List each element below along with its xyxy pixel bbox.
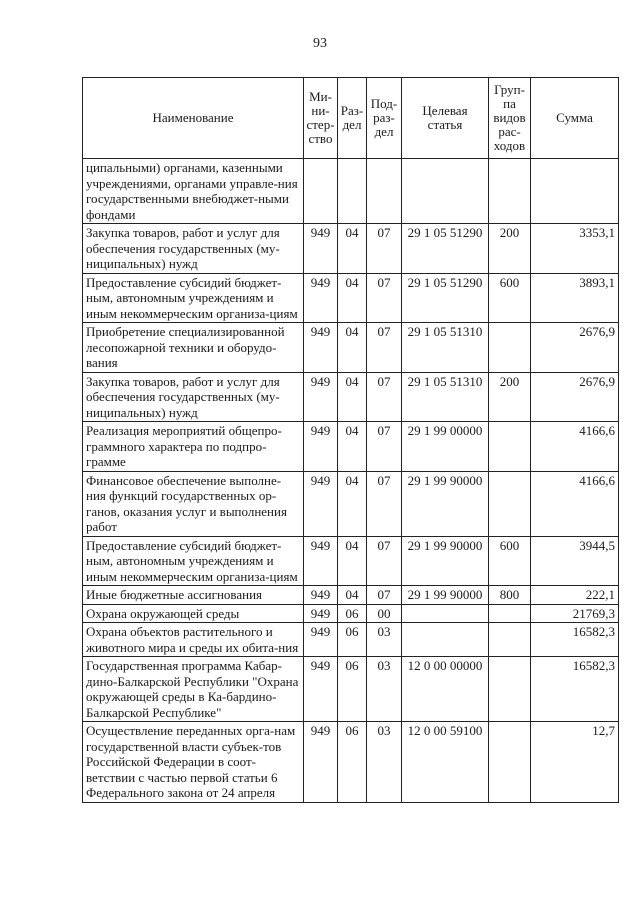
cell-subsection: 07 — [367, 536, 402, 586]
cell-section: 06 — [338, 722, 367, 803]
cell-section — [338, 159, 367, 224]
cell-name: Реализация мероприятий общепро-граммного характера по подпро-грамме — [83, 422, 304, 472]
cell-section: 06 — [338, 657, 367, 722]
cell-sum: 16582,3 — [531, 657, 619, 722]
cell-name: Приобретение специализированной лесопожарной техники и оборудо-вания — [83, 323, 304, 373]
cell-sum: 3353,1 — [531, 224, 619, 274]
cell-sum: 2676,9 — [531, 323, 619, 373]
cell-group: 200 — [489, 372, 531, 422]
cell-section: 04 — [338, 224, 367, 274]
cell-target: 29 1 99 00000 — [402, 422, 489, 472]
cell-target: 29 1 05 51290 — [402, 273, 489, 323]
table-row — [83, 586, 619, 605]
cell-name: Осуществление переданных орга-нам государственной власти субъек-тов Российской Федерации в соот-ветствии с частью первой статьи 6 Федерального закона от 24 апреля — [83, 722, 304, 803]
cell-target — [402, 159, 489, 224]
cell-group: 600 — [489, 273, 531, 323]
cell-target: 29 1 99 90000 — [402, 471, 489, 536]
table-row — [83, 224, 619, 274]
header-group: Груп- па видов рас- ходов — [489, 78, 531, 159]
cell-section: 04 — [338, 536, 367, 586]
cell-name: Охрана окружающей среды — [83, 604, 304, 623]
table-header-row — [83, 78, 619, 159]
cell-group — [489, 604, 531, 623]
cell-target — [402, 623, 489, 657]
cell-sum: 4166,6 — [531, 471, 619, 536]
page-number: 93 — [313, 36, 327, 51]
cell-section: 04 — [338, 586, 367, 605]
table-row — [83, 422, 619, 472]
cell-section: 04 — [338, 273, 367, 323]
cell-group — [489, 422, 531, 472]
table-row — [83, 323, 619, 373]
cell-ministry: 949 — [304, 604, 338, 623]
cell-name: ципальными) органами, казенными учреждениями, органами управле-ния государственными внебюджет-ными фондами — [83, 159, 304, 224]
table-row — [83, 657, 619, 722]
cell-subsection: 03 — [367, 657, 402, 722]
cell-subsection: 07 — [367, 224, 402, 274]
cell-target: 29 1 99 90000 — [402, 536, 489, 586]
cell-ministry: 949 — [304, 536, 338, 586]
cell-name: Иные бюджетные ассигнования — [83, 586, 304, 605]
table-row — [83, 623, 619, 657]
header-ministry: Ми- ни- стер- ство — [304, 78, 338, 159]
header-name: Наименование — [83, 78, 304, 159]
cell-group — [489, 471, 531, 536]
cell-subsection: 00 — [367, 604, 402, 623]
cell-ministry: 949 — [304, 372, 338, 422]
budget-table — [82, 77, 619, 803]
cell-name: Предоставление субсидий бюджет-ным, автономным учреждениям и иным некоммерческим организа-циям — [83, 273, 304, 323]
cell-sum: 3944,5 — [531, 536, 619, 586]
cell-target: 29 1 05 51290 — [402, 224, 489, 274]
cell-group — [489, 623, 531, 657]
cell-target — [402, 604, 489, 623]
cell-section: 04 — [338, 323, 367, 373]
cell-subsection — [367, 159, 402, 224]
table-row — [83, 536, 619, 586]
cell-subsection: 07 — [367, 586, 402, 605]
cell-ministry: 949 — [304, 422, 338, 472]
cell-subsection: 07 — [367, 273, 402, 323]
cell-target: 12 0 00 59100 — [402, 722, 489, 803]
cell-subsection: 03 — [367, 623, 402, 657]
cell-ministry: 949 — [304, 323, 338, 373]
cell-target: 29 1 05 51310 — [402, 372, 489, 422]
cell-sum: 4166,6 — [531, 422, 619, 472]
cell-sum: 21769,3 — [531, 604, 619, 623]
cell-section: 04 — [338, 471, 367, 536]
cell-group — [489, 323, 531, 373]
cell-group — [489, 159, 531, 224]
cell-ministry: 949 — [304, 471, 338, 536]
cell-sum: 12,7 — [531, 722, 619, 803]
header-section: Раз- дел — [338, 78, 367, 159]
table-row — [83, 722, 619, 803]
table-row — [83, 604, 619, 623]
cell-subsection: 07 — [367, 372, 402, 422]
header-target: Целевая статья — [402, 78, 489, 159]
cell-target: 12 0 00 00000 — [402, 657, 489, 722]
cell-subsection: 03 — [367, 722, 402, 803]
cell-ministry: 949 — [304, 586, 338, 605]
cell-group — [489, 657, 531, 722]
cell-ministry: 949 — [304, 722, 338, 803]
cell-group: 200 — [489, 224, 531, 274]
cell-name: Закупка товаров, работ и услуг для обеспечения государственных (му-ниципальных) нужд — [83, 372, 304, 422]
table-row — [83, 159, 619, 224]
cell-subsection: 07 — [367, 422, 402, 472]
cell-group — [489, 722, 531, 803]
cell-section: 04 — [338, 372, 367, 422]
cell-ministry: 949 — [304, 273, 338, 323]
cell-sum: 222,1 — [531, 586, 619, 605]
cell-name: Финансовое обеспечение выполне-ния функций государственных ор-ганов, оказания услуг и выполнения работ — [83, 471, 304, 536]
cell-group: 800 — [489, 586, 531, 605]
cell-sum: 16582,3 — [531, 623, 619, 657]
cell-group: 600 — [489, 536, 531, 586]
table-row — [83, 273, 619, 323]
cell-ministry: 949 — [304, 224, 338, 274]
cell-ministry — [304, 159, 338, 224]
header-subsection: Под- раз- дел — [367, 78, 402, 159]
cell-name: Предоставление субсидий бюджет-ным, автономным учреждениям и иным некоммерческим организа-циям — [83, 536, 304, 586]
cell-ministry: 949 — [304, 657, 338, 722]
cell-sum: 2676,9 — [531, 372, 619, 422]
cell-section: 06 — [338, 604, 367, 623]
cell-section: 06 — [338, 623, 367, 657]
cell-name: Государственная программа Кабар-дино-Балкарской Республики "Охрана окружающей среды в Ка-бардино-Балкарской Республике" — [83, 657, 304, 722]
cell-subsection: 07 — [367, 323, 402, 373]
cell-name: Охрана объектов растительного и животного мира и среды их обита-ния — [83, 623, 304, 657]
cell-sum — [531, 159, 619, 224]
cell-name: Закупка товаров, работ и услуг для обеспечения государственных (му-ниципальных) нужд — [83, 224, 304, 274]
cell-sum: 3893,1 — [531, 273, 619, 323]
cell-section: 04 — [338, 422, 367, 472]
cell-ministry: 949 — [304, 623, 338, 657]
cell-target: 29 1 05 51310 — [402, 323, 489, 373]
table-row — [83, 372, 619, 422]
cell-target: 29 1 99 90000 — [402, 586, 489, 605]
cell-subsection: 07 — [367, 471, 402, 536]
header-sum: Сумма — [531, 78, 619, 159]
table-row — [83, 471, 619, 536]
